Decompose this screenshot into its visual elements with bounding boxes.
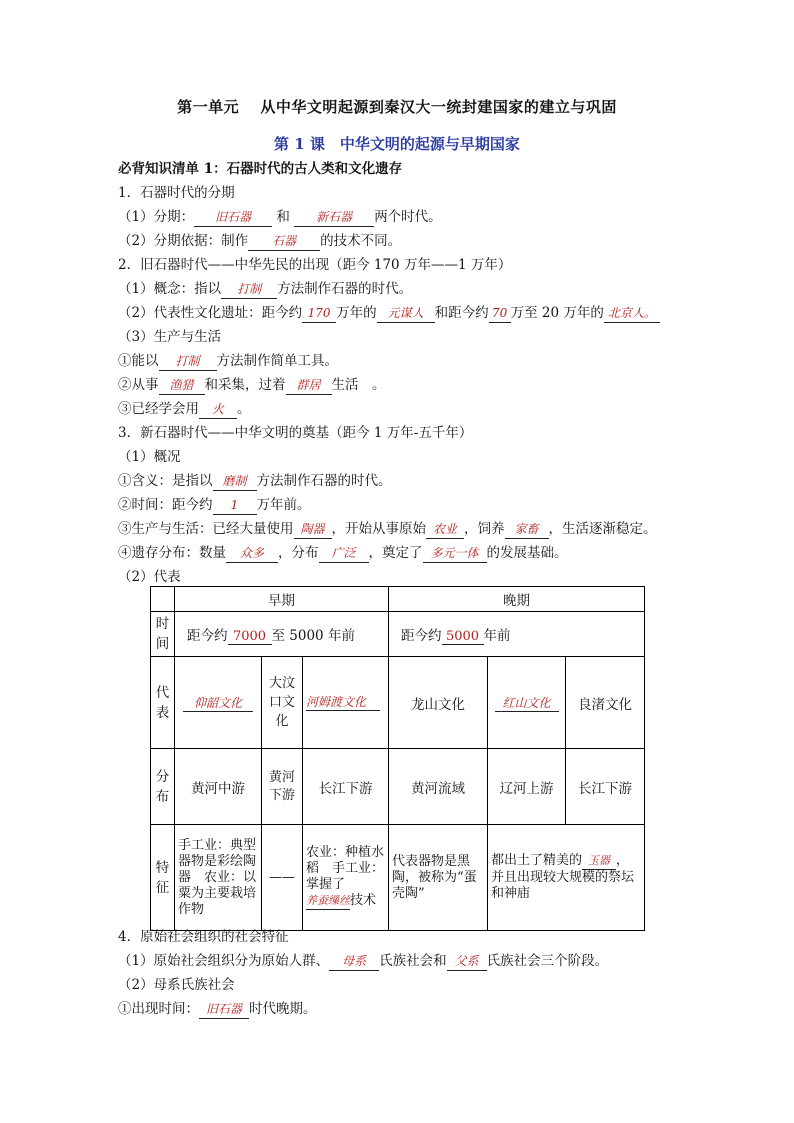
text: 距今约	[187, 627, 228, 644]
feature-label	[151, 825, 175, 931]
s2-line-3	[118, 400, 251, 419]
dist-dawenkou: 黄河下游	[262, 749, 303, 825]
answer-blank: 玉器	[582, 853, 616, 870]
dist-liangzhu: 长江下游	[566, 749, 645, 825]
text: 。	[237, 401, 251, 417]
s2-line-1	[118, 352, 338, 371]
unit-title: 第一单元 从中华文明起源到秦汉大一统封建国家的建立与巩固	[177, 98, 617, 116]
dist-hongshan: 辽河上游	[488, 749, 566, 825]
text: ①能以	[118, 353, 159, 369]
label-char: 代	[155, 684, 170, 701]
answer-blank: 众多	[226, 544, 278, 563]
text: 万至 20 万年的	[510, 305, 604, 321]
s3-line-1	[118, 472, 392, 491]
section-4-heading: 4．原始社会组织的社会特征	[118, 929, 289, 945]
text: （1）分期：	[118, 209, 195, 225]
s1-period-line	[118, 208, 442, 227]
text: ，分布	[278, 545, 319, 561]
section-2-heading: 2．旧石器时代——中华先民的出现（距今 170 万年——1 万年）	[118, 257, 512, 273]
answer-blank: 7000	[228, 629, 272, 645]
text: 万年前。	[256, 497, 311, 513]
text: 的技术不同。	[320, 233, 402, 249]
s3-line-3	[118, 520, 657, 539]
s3-overview-heading: （1）概况	[118, 449, 181, 465]
table-row	[151, 825, 645, 931]
text: ，开始从事原始	[331, 521, 426, 537]
answer-blank: 火	[199, 400, 237, 419]
text: ，生活逐渐稳定。	[548, 521, 657, 537]
text: 方法制作石器的时代。	[256, 473, 392, 489]
s4-stages-line	[118, 952, 608, 971]
answer-blank: 70	[489, 304, 511, 323]
answer-blank: 北京人。	[604, 304, 660, 323]
dist-yangshao: 黄河中游	[175, 749, 262, 825]
answer-blank: 渔猎	[159, 376, 205, 395]
answer-blank: 元谋人	[377, 304, 435, 323]
answer-blank: 5000	[442, 629, 484, 645]
s3-line-4	[118, 544, 568, 563]
s3-representatives-heading: （2）代表	[118, 569, 181, 585]
text: 氏族社会三个阶段。	[486, 953, 609, 969]
answer-blank: 仰韶文化	[183, 694, 253, 712]
answer-blank: 农业	[426, 520, 464, 539]
text: 氏族社会和	[379, 953, 447, 969]
culture-longshan: 龙山文化	[389, 657, 488, 749]
answer-blank: 1	[213, 496, 257, 515]
s1-basis-line	[118, 232, 401, 251]
text: （1）原始社会组织分为原始人群、	[118, 953, 330, 969]
text: 和	[276, 209, 290, 225]
feat-dawenkou: ——	[262, 825, 303, 931]
label-char: 特	[155, 859, 170, 876]
answer-blank: 陶器	[294, 520, 332, 539]
text: 和采集，过着	[204, 377, 286, 393]
answer-blank: 磨制	[213, 472, 257, 491]
text: （2）分期依据：制作	[118, 233, 249, 249]
s2-concept-line	[118, 280, 412, 299]
section-1-heading: 1．石器时代的分期	[118, 185, 235, 201]
text: ，奠定了	[368, 545, 423, 561]
text: ，并且出现较大规模的祭坛和神庙	[491, 853, 635, 901]
culture-dawenkou: 大汶口文化	[262, 657, 303, 749]
answer-blank: 打制	[159, 352, 217, 371]
feat-longshan: 代表器物是黑陶，被称为“蛋壳陶”	[389, 825, 488, 931]
distribution-label	[151, 749, 175, 825]
text: 都出土了精美的	[491, 853, 583, 868]
culture-table	[150, 586, 645, 931]
answer-blank: 打制	[221, 280, 277, 299]
culture-liangzhu: 良渚文化	[566, 657, 645, 749]
answer-blank: 新石器	[294, 208, 374, 227]
table-corner	[151, 587, 175, 612]
text: ①含义：是指以	[118, 473, 213, 489]
table-row	[151, 657, 645, 749]
label-char: 征	[155, 879, 170, 896]
label-char: 时	[155, 616, 170, 632]
s4-line-1	[118, 1000, 317, 1019]
table-row	[151, 587, 645, 612]
answer-blank: 广泛	[319, 544, 369, 563]
answer-blank: 170	[302, 304, 336, 323]
late-header: 晚期	[389, 587, 645, 612]
text: 生活 。	[331, 377, 386, 393]
text: 方法制作简单工具。	[216, 353, 338, 369]
label-char: 间	[155, 636, 170, 652]
s2-production-heading: （3）生产与生活	[118, 329, 222, 345]
representative-label	[151, 657, 175, 749]
feat-hemudu	[303, 825, 389, 931]
text: 技术	[350, 893, 377, 908]
text: 万年的	[336, 305, 377, 321]
dist-longshan: 黄河流域	[389, 749, 488, 825]
checklist-title: 必背知识清单 1：石器时代的古人类和文化遗存	[118, 161, 403, 177]
text: 和距今约	[434, 305, 489, 321]
label-char: 分	[155, 768, 170, 785]
text: 两个时代。	[374, 209, 442, 225]
text: ②从事	[118, 377, 159, 393]
text: ，饲养	[464, 521, 505, 537]
answer-blank: 母系	[329, 952, 379, 971]
early-header: 早期	[175, 587, 389, 612]
culture-hemudu	[303, 657, 389, 749]
time-late	[389, 612, 645, 657]
answer-blank: 红山文化	[495, 694, 559, 712]
text: 距今约	[401, 627, 442, 644]
answer-blank: 石器	[248, 232, 320, 251]
text: 方法制作石器的时代。	[277, 281, 413, 297]
text: ③已经学会用	[118, 401, 199, 417]
answer-blank: 旧石器	[199, 1000, 249, 1019]
s4-matriarchal-heading: （2）母系氏族社会	[118, 977, 235, 993]
feat-hongshan-liangzhu	[488, 825, 645, 931]
text: （2）代表性文化遗址：距今约	[118, 305, 303, 321]
text: ④遗存分布：数量	[118, 545, 226, 561]
section-3-heading: 3．新石器时代——中华文明的奠基（距今 1 万年-五千年）	[118, 425, 473, 441]
feat-yangshao: 手工业：典型器物是彩绘陶器 农业：以粟为主要栽培作物	[175, 825, 262, 931]
table-row	[151, 612, 645, 657]
text: 时代晚期。	[249, 1001, 317, 1017]
text: ③生产与生活：已经大量使用	[118, 521, 294, 537]
time-label	[151, 612, 175, 657]
answer-blank: 养蚕缫丝	[306, 893, 350, 910]
text: 农业：种植水稻 手工业：掌握了	[306, 845, 385, 892]
label-char: 布	[155, 788, 170, 805]
text: ②时间：距今约	[118, 497, 213, 513]
dist-hemudu: 长江下游	[303, 749, 389, 825]
answer-blank: 父系	[447, 952, 487, 971]
culture-hongshan	[488, 657, 566, 749]
culture-yangshao	[175, 657, 262, 749]
text: 至 5000 年前	[271, 627, 355, 644]
s3-line-2	[118, 496, 311, 515]
answer-blank: 家畜	[505, 520, 549, 539]
answer-blank: 群居	[286, 376, 332, 395]
text: 年前	[483, 627, 511, 644]
text: 的发展基础。	[486, 545, 568, 561]
label-char: 表	[155, 704, 170, 721]
text: ①出现时间：	[118, 1001, 199, 1017]
lesson-title: 第 1 课 中华文明的起源与早期国家	[274, 135, 520, 153]
table-row	[151, 749, 645, 825]
answer-blank: 多元一体	[423, 544, 487, 563]
answer-blank: 旧石器	[194, 208, 272, 227]
time-early	[175, 612, 389, 657]
s2-sites-line	[118, 304, 660, 323]
s2-line-2	[118, 376, 386, 395]
text: （1）概念：指以	[118, 281, 222, 297]
answer-blank: 河姆渡文化	[306, 694, 380, 711]
